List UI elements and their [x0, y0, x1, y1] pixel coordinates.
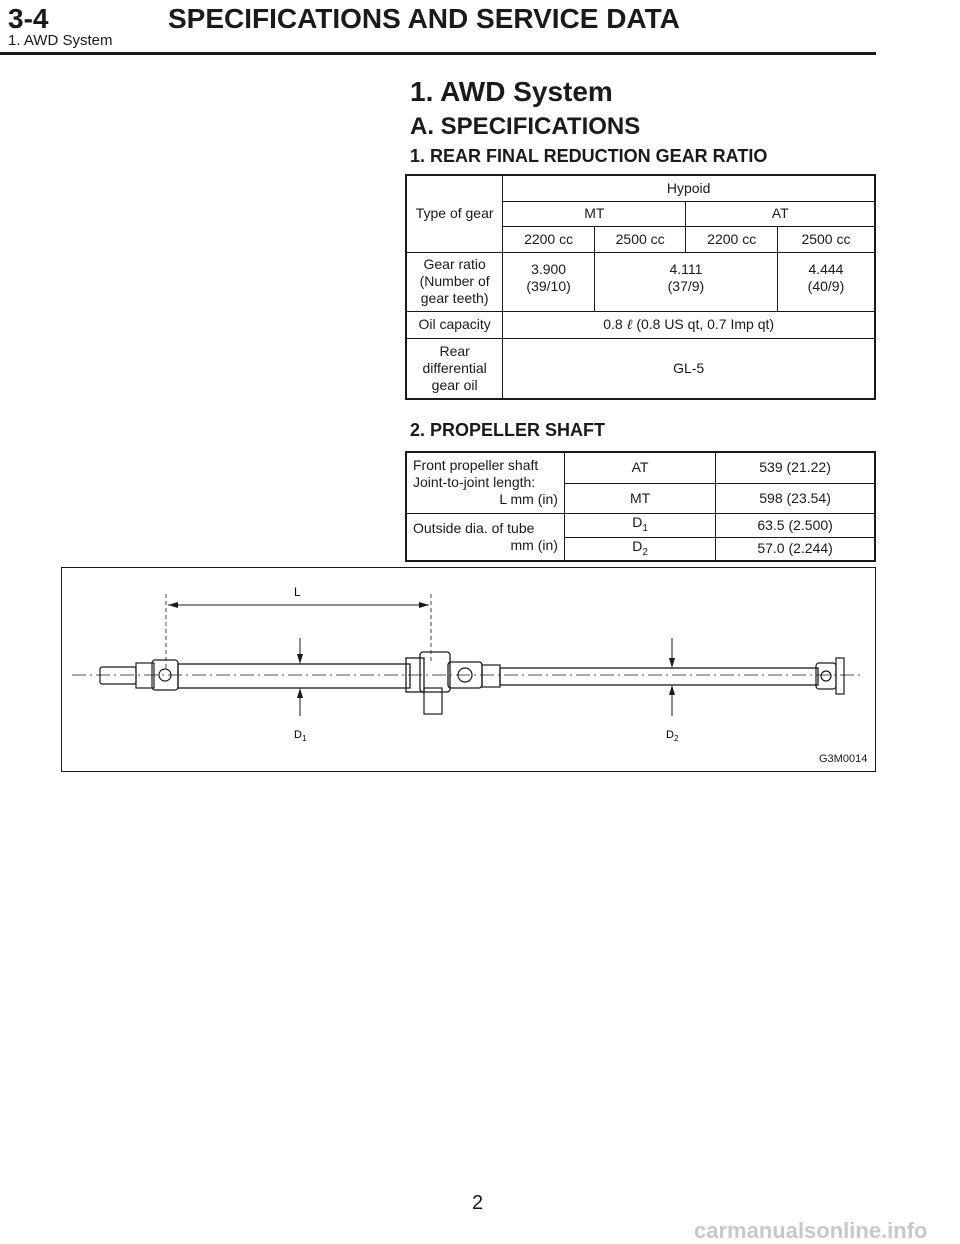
front-tube — [178, 664, 410, 688]
propeller-shaft-figure — [61, 567, 876, 772]
mt-header: MT — [503, 201, 686, 226]
gear-ratio-value: 4.111 — [669, 260, 703, 277]
page-header-subtitle: 1. AWD System — [8, 32, 113, 49]
liter-symbol: ℓ — [626, 316, 633, 333]
section-title: 1. AWD System — [410, 76, 613, 107]
joint-length-label-line: Joint-to-joint length: — [413, 474, 536, 490]
section-number: 3-4 — [8, 3, 49, 34]
dimension-arrow-right — [419, 602, 429, 608]
oil-capacity-value — [503, 311, 875, 338]
type-of-gear-value: Hypoid — [503, 175, 875, 201]
shaft-value-cell: 63.5 (2.500) — [716, 513, 875, 537]
displacement-cell: 2500 cc — [777, 226, 875, 252]
displacement-cell: 2200 cc — [686, 226, 778, 252]
oil-capacity-liters: 0.8 — [603, 315, 623, 332]
gear-ratio-label-line: gear teeth) — [420, 290, 489, 306]
shaft-value-cell: 57.0 (2.244) — [716, 537, 875, 561]
outside-dia-label — [406, 513, 564, 561]
d1-sub: 1 — [642, 522, 648, 534]
label-d2: $D_2$ — [666, 729, 679, 743]
rear-u-joint-cross — [821, 671, 831, 681]
gear-ratio-value: 3.900 — [531, 260, 567, 277]
label-d1: $D_1$ — [294, 729, 307, 743]
rear-yoke — [482, 665, 500, 687]
label-l: L — [294, 585, 301, 599]
shaft-key-cell: AT — [564, 452, 715, 483]
gear-ratio-cell — [594, 252, 777, 311]
d1-arrow-top — [297, 654, 303, 664]
d2-arrow-bottom — [669, 685, 675, 695]
d2-sub: 2 — [642, 546, 648, 558]
rear-tube — [500, 668, 818, 685]
gear-ratio-table — [405, 174, 876, 400]
gear-teeth-value: (40/9) — [807, 277, 845, 294]
page-header-title: SPECIFICATIONS AND SERVICE DATA — [168, 3, 680, 34]
gear-ratio-label-line: (Number of — [419, 273, 490, 289]
at-header: AT — [686, 201, 875, 226]
d2-arrow-top — [669, 658, 675, 668]
shaft-value-cell: 539 (21.22) — [716, 452, 875, 483]
shaft-value-cell: 598 (23.54) — [716, 483, 875, 513]
joint-length-unit: L mm (in) — [499, 491, 558, 507]
type-of-gear-label: Type of gear — [406, 175, 503, 252]
gear-oil-label-line: gear oil — [431, 376, 478, 393]
shaft-key-cell: MT — [564, 483, 715, 513]
gear-oil-label-line: differential — [422, 359, 487, 376]
gear-oil-label-line: Rear — [439, 342, 470, 359]
figure-code: G3M0014 — [819, 753, 868, 765]
watermark: carmanualsonline.info — [694, 1218, 928, 1243]
gear-ratio-label — [406, 252, 503, 311]
heading-propeller-shaft: 2. PROPELLER SHAFT — [410, 420, 606, 440]
gear-teeth-value: (37/9) — [667, 277, 705, 294]
header-rule — [0, 52, 876, 55]
gear-oil-label — [406, 338, 503, 399]
oil-capacity-label: Oil capacity — [406, 311, 503, 338]
d1-arrow-bottom — [297, 688, 303, 698]
d2-key: D — [632, 537, 643, 554]
outside-dia-unit: mm (in) — [510, 536, 558, 553]
gear-ratio-cell — [777, 252, 875, 311]
heading-gear-ratio: 1. REAR FINAL REDUCTION GEAR RATIO — [410, 146, 768, 166]
shaft-key-cell — [564, 513, 715, 537]
joint-length-label-line: Front propeller shaft — [413, 457, 539, 473]
joint-length-label — [406, 452, 564, 513]
displacement-cell: 2500 cc — [594, 226, 686, 252]
front-sleeve — [136, 663, 154, 688]
page-number: 2 — [472, 1192, 484, 1214]
gear-oil-value: GL-5 — [503, 338, 875, 399]
propeller-shaft-drawing — [62, 568, 874, 770]
propeller-shaft-table — [405, 451, 876, 562]
displacement-cell: 2200 cc — [503, 226, 595, 252]
outside-dia-label-line: Outside dia. of tube — [413, 519, 535, 536]
oil-capacity-conversion: (0.8 US qt, 0.7 Imp qt) — [636, 315, 775, 332]
gear-ratio-value: 4.444 — [808, 260, 844, 277]
rear-u-joint — [816, 663, 836, 689]
shaft-key-cell — [564, 537, 715, 561]
rear-flange — [836, 658, 844, 694]
gear-ratio-label-line: Gear ratio — [423, 256, 486, 272]
gear-teeth-value: (39/10) — [526, 277, 571, 294]
front-stub-shaft — [100, 667, 136, 684]
d1-key: D — [632, 513, 643, 530]
gear-ratio-cell — [503, 252, 595, 311]
subsection-title: A. SPECIFICATIONS — [410, 113, 641, 140]
dimension-arrow-left — [168, 602, 178, 608]
